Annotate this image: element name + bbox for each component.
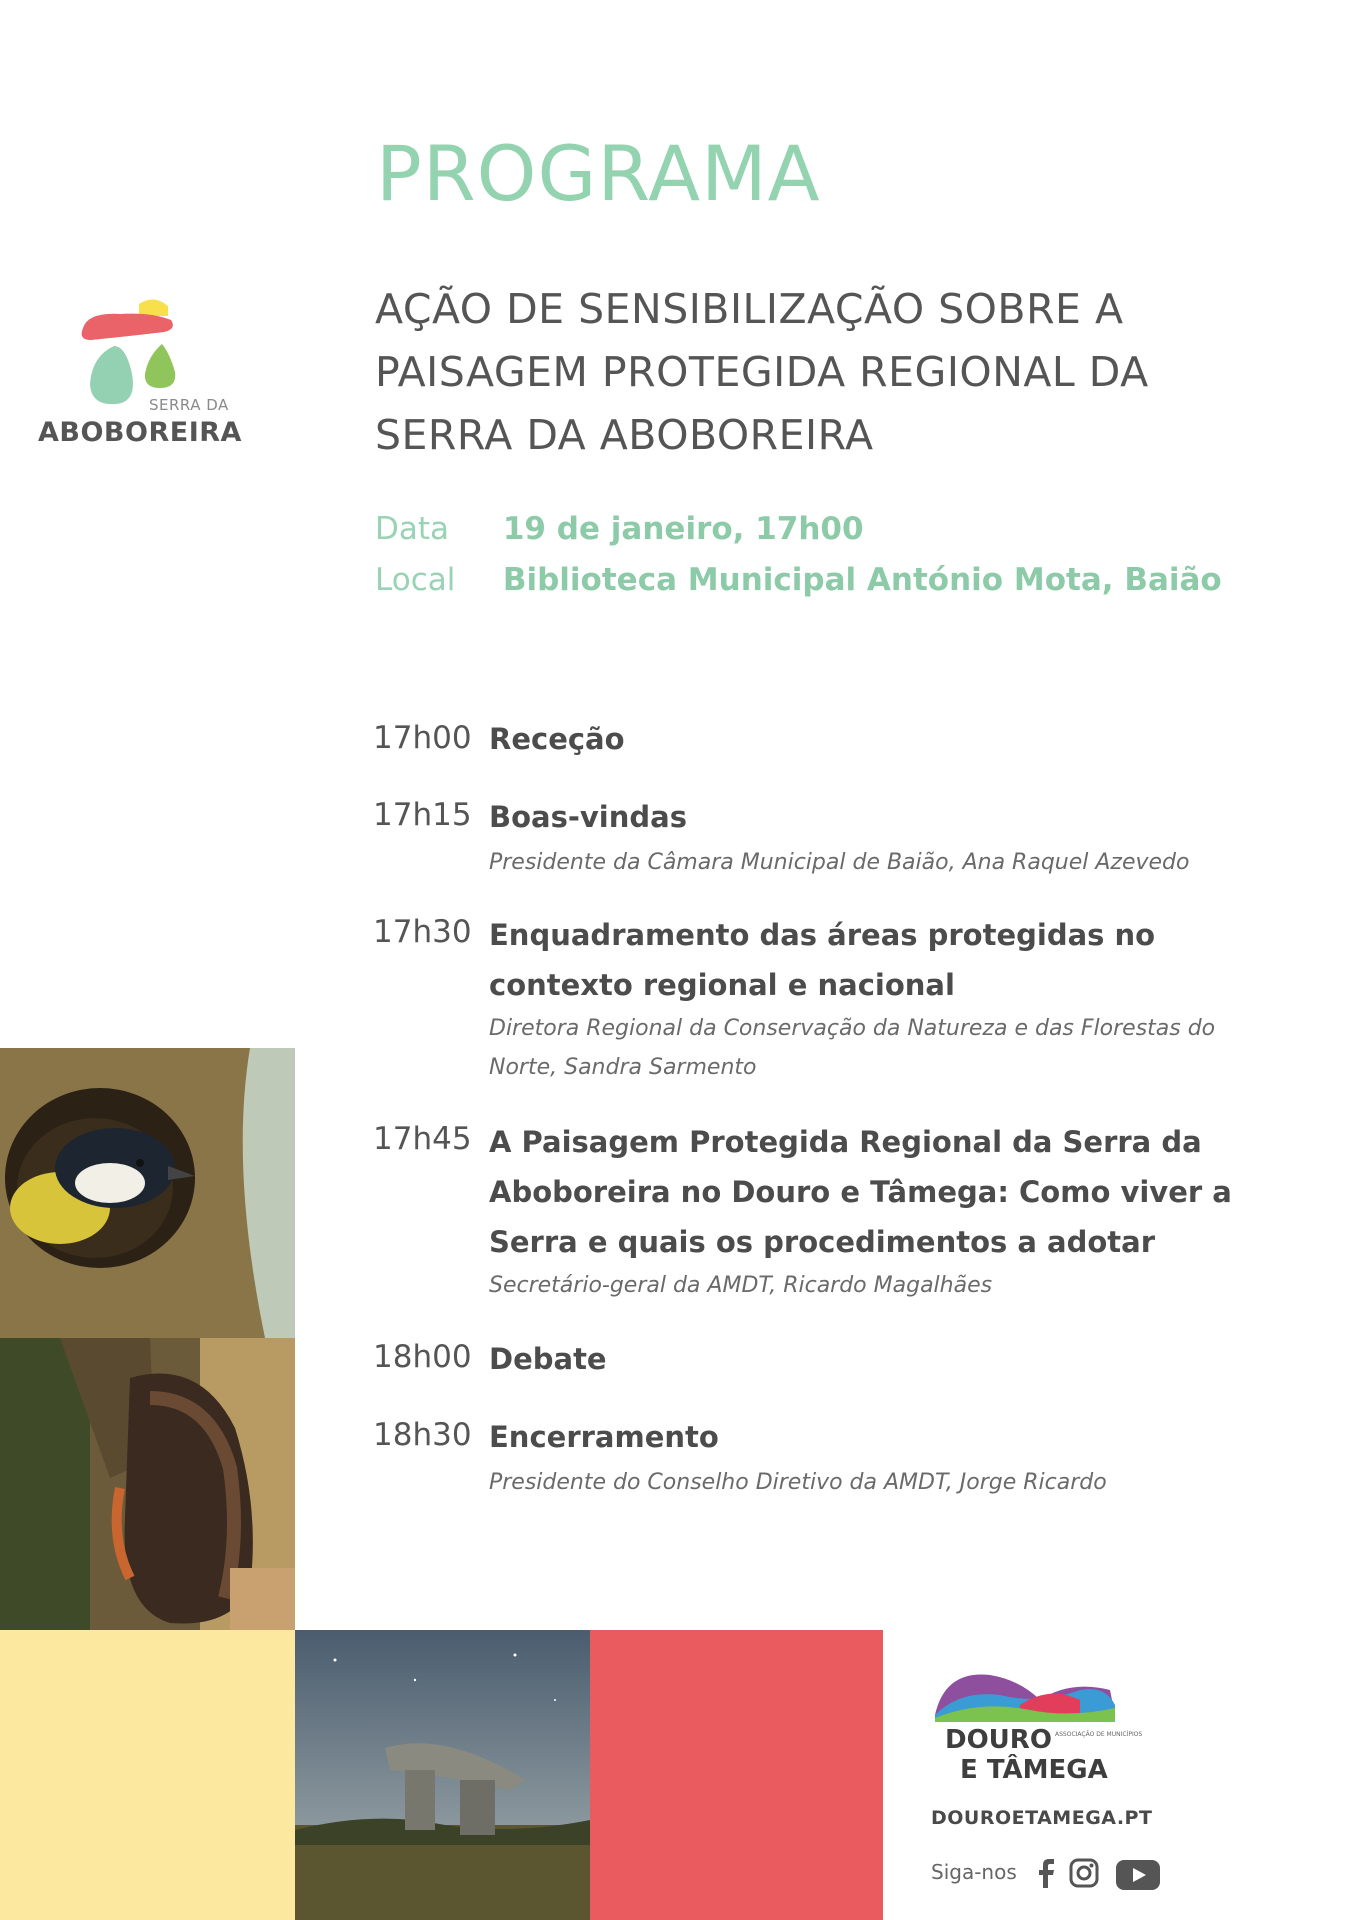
douro-tamega-logo-icon — [930, 1660, 1120, 1722]
date-value: 19 de janeiro, 17h00 — [502, 511, 864, 547]
schedule-title: Debate — [489, 1342, 607, 1376]
place-row — [375, 562, 1222, 598]
schedule-speaker: Secretário-geral da AMDT, Ricardo Magalhães — [489, 1273, 993, 1298]
schedule-title: Encerramento — [489, 1420, 719, 1454]
place-value: Biblioteca Municipal António Mota, Baião — [502, 562, 1222, 598]
schedule-title: A Paisagem Protegida Regional da Serra da Aboboreira no Douro e Tâmega: Como viver a Serra e quais os procedimentos a adotar — [489, 1125, 1232, 1259]
schedule-time: 17h45 — [373, 1121, 472, 1157]
schedule-time: 18h00 — [373, 1339, 472, 1375]
logo-name: ABOBOREIRA — [38, 417, 242, 448]
schedule-title: Enquadramento das áreas protegidas no contexto regional e nacional — [489, 918, 1156, 1002]
schedule-title: Boas-vindas — [489, 800, 687, 834]
facebook-icon[interactable] — [1036, 1858, 1056, 1892]
dolmen-image — [295, 1630, 590, 1920]
dolmen-photo — [295, 1630, 590, 1920]
red-block — [590, 1630, 883, 1920]
schedule-time: 18h30 — [373, 1417, 472, 1453]
hiking-photo — [0, 1338, 295, 1630]
instagram-icon[interactable] — [1069, 1858, 1099, 1892]
schedule-speaker: Presidente da Câmara Municipal de Baião, Ana Raquel Azevedo — [489, 850, 1190, 875]
bird-image — [0, 1048, 295, 1338]
schedule-time: 17h15 — [373, 797, 472, 833]
schedule-speaker: Presidente do Conselho Diretivo da AMDT, Jorge Ricardo — [489, 1470, 1107, 1495]
website-link[interactable]: DOUROETAMEGA.PT — [931, 1807, 1153, 1829]
schedule-time: 17h30 — [373, 914, 472, 950]
douro-tamega-logo — [930, 1660, 1150, 1790]
page-title: PROGRAMA — [376, 129, 821, 218]
place-label: Local — [375, 562, 456, 598]
youtube-icon[interactable] — [1116, 1860, 1160, 1894]
bird-photo — [0, 1048, 295, 1338]
aboboreira-logo — [36, 296, 246, 446]
follow-label: Siga-nos — [931, 1860, 1017, 1884]
schedule-speaker: Diretora Regional da Conservação da Natureza e das Florestas do Norte, Sandra Sarmento — [489, 1016, 1216, 1080]
footer-logo-douro: DOURO — [945, 1725, 1052, 1755]
schedule-time: 17h00 — [373, 720, 472, 756]
footer-logo-assoc: ASSOCIAÇÃO DE MUNICÍPIOS — [1055, 1731, 1143, 1738]
footer-logo-tamega: E TÂMEGA — [960, 1755, 1108, 1785]
logo-subtitle: SERRA DA — [149, 396, 229, 414]
aboboreira-logo-icon — [36, 296, 246, 406]
yellow-block — [0, 1630, 295, 1920]
date-row — [375, 511, 864, 547]
event-heading: AÇÃO DE SENSIBILIZAÇÃO SOBRE A PAISAGEM PROTEGIDA REGIONAL DA SERRA DA ABOBOREIRA — [375, 285, 1149, 459]
date-label: Data — [375, 511, 450, 547]
schedule-title: Receção — [489, 722, 625, 756]
hiking-image — [0, 1338, 295, 1630]
